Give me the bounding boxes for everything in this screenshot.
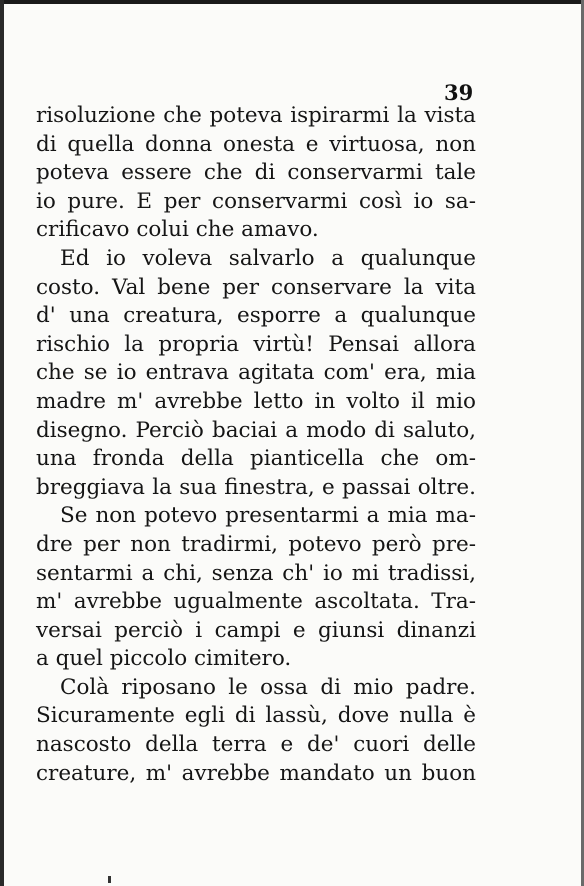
- text-line: Colà riposano le ossa di mio padre.: [60, 674, 476, 700]
- page-number: 39: [444, 80, 474, 105]
- text-line: versai perciò i campi e giunsi dinanzi: [36, 617, 476, 643]
- text-line: costo. Val bene per conservare la vita: [36, 274, 476, 300]
- text-line: risoluzione che poteva ispirarmi la vista: [36, 103, 476, 128]
- text-line: nascosto della terra e de' cuori delle: [36, 732, 476, 758]
- text-line: Ed io voleva salvarlo a qualunque: [60, 245, 476, 271]
- page-left-edge: [0, 0, 4, 886]
- text-line: Sicuramente egli di lassù, dove nulla è: [36, 703, 476, 729]
- text-line: dre per non tradirmi, potevo però pre-: [36, 531, 476, 557]
- text-line: creature, m' avrebbe mandato un buon: [36, 760, 476, 786]
- text-line: m' avrebbe ugualmente ascoltata. Tra-: [36, 589, 476, 615]
- text-line: Se non potevo presentarmi a mia ma-: [60, 503, 476, 529]
- text-line: madre m' avrebbe letto in volto il mio: [36, 388, 476, 414]
- text-line: a quel piccolo cimitero.: [36, 646, 292, 672]
- print-speck: [108, 876, 111, 883]
- text-line: sentarmi a chi, senza ch' io mi tradissi,: [36, 560, 476, 586]
- body-text: [36, 102, 476, 788]
- text-line: di quella donna onesta e virtuosa, non: [36, 131, 476, 157]
- text-line: io pure. E per conservarmi così io sa-: [36, 188, 476, 214]
- text-line: che se io entrava agitata com' era, mia: [36, 360, 476, 386]
- page-top-edge: [0, 0, 584, 4]
- text-line: crificavo colui che amavo.: [36, 217, 319, 243]
- text-line: una fronda della pianticella che om-: [36, 446, 476, 472]
- text-line: breggiava la sua finestra, e passai oltre.: [36, 474, 476, 500]
- text-line: d' una creatura, esporre a qualunque: [36, 303, 476, 329]
- text-line: disegno. Perciò baciai a modo di saluto,: [36, 417, 476, 443]
- text-line: rischio la propria virtù! Pensai allora: [36, 331, 476, 357]
- text-line: poteva essere che di conservarmi tale: [36, 160, 476, 186]
